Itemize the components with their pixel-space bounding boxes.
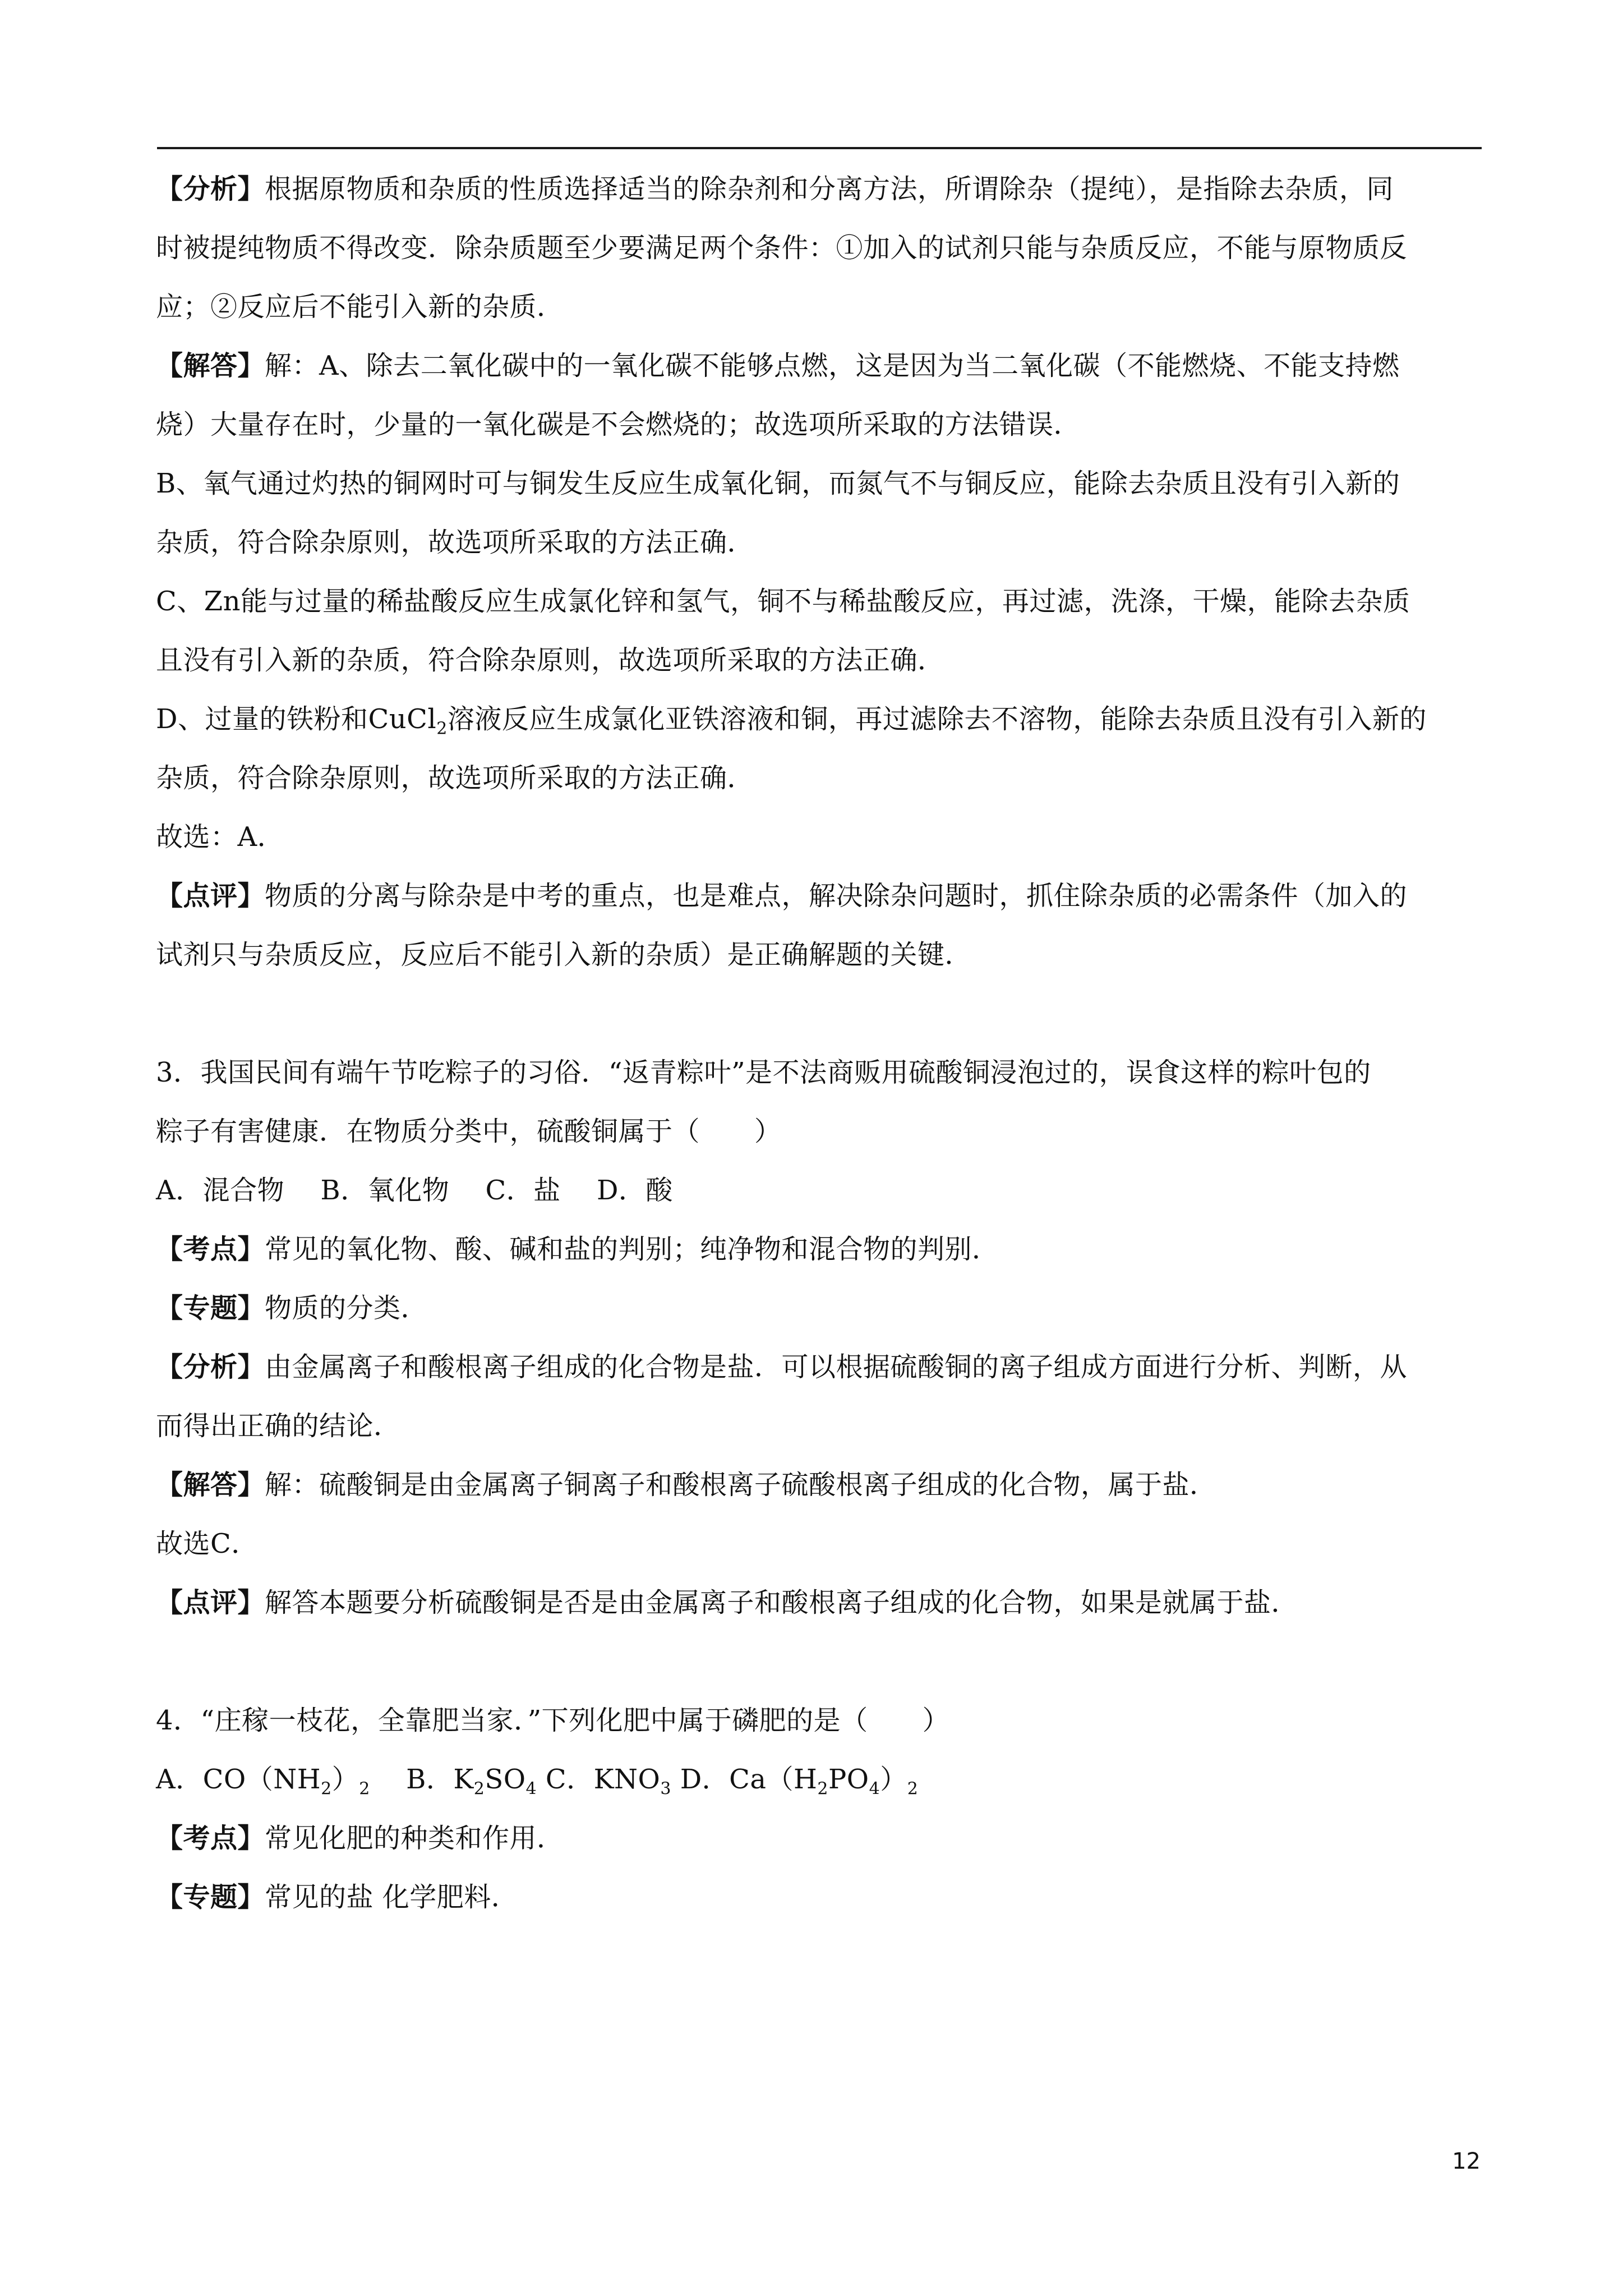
subscript: 2 bbox=[436, 719, 448, 739]
spacer bbox=[156, 1632, 1482, 1691]
comment-paragraph bbox=[156, 867, 1482, 926]
answer-paragraph bbox=[156, 337, 1482, 395]
answer-d-text: 溶液反应生成氯化亚铁溶液和铜，再过滤除去不溶物，能除去杂质且没有引入新的 bbox=[447, 703, 1427, 735]
answer-choice: 故选：A． bbox=[156, 821, 285, 853]
zhuanti-paragraph bbox=[156, 1279, 1482, 1338]
option-d: PO bbox=[828, 1764, 869, 1795]
answer-paragraph bbox=[156, 1456, 1482, 1515]
spacer bbox=[156, 984, 1482, 1043]
answer-d-text: D、过量的铁粉和CuCl bbox=[156, 703, 437, 735]
answer-text: 且没有引入新的杂质，符合除杂原则，故选项所采取的方法正确． bbox=[156, 645, 945, 676]
analysis-text: 而得出正确的结论． bbox=[156, 1410, 401, 1442]
analysis-paragraph bbox=[156, 160, 1482, 219]
comment-paragraph bbox=[156, 1573, 1482, 1632]
subscript: 3 bbox=[660, 1779, 671, 1799]
subscript: 2 bbox=[321, 1779, 332, 1799]
subscript: 4 bbox=[869, 1779, 880, 1799]
analysis-text: 应；②反应后不能引入新的杂质． bbox=[156, 291, 564, 323]
answer-tag: 【解答】 bbox=[156, 350, 265, 381]
analysis-text: 由金属离子和酸根离子组成的化合物是盐．可以根据硫酸铜的离子组成方面进行分析、判断，从 bbox=[265, 1351, 1408, 1383]
option-c: C．KNO bbox=[537, 1764, 661, 1795]
question-options bbox=[156, 1750, 1482, 1809]
option-a: A．CO（NH bbox=[156, 1764, 321, 1795]
kaodian-tag: 【考点】 bbox=[156, 1234, 265, 1265]
page-content bbox=[156, 160, 1482, 1927]
answer-tag: 【解答】 bbox=[156, 1469, 265, 1501]
comment-text: 解答本题要分析硫酸铜是否是由金属离子和酸根离子组成的化合物，如果是就属于盐． bbox=[265, 1587, 1299, 1618]
answer-text: 解：硫酸铜是由金属离子铜离子和酸根离子硫酸根离子组成的化合物，属于盐． bbox=[265, 1469, 1217, 1501]
option-b: SO bbox=[485, 1764, 526, 1795]
kaodian-text: 常见化肥的种类和作用． bbox=[265, 1823, 564, 1854]
analysis-tag: 【分析】 bbox=[156, 1351, 265, 1383]
answer-text: 杂质，符合除杂原则，故选项所采取的方法正确． bbox=[156, 527, 755, 558]
answer-text: 杂质，符合除杂原则，故选项所采取的方法正确． bbox=[156, 762, 755, 794]
kaodian-tag: 【考点】 bbox=[156, 1823, 265, 1854]
subscript: 2 bbox=[359, 1779, 370, 1799]
comment-tag: 【点评】 bbox=[156, 1587, 265, 1618]
analysis-tag: 【分析】 bbox=[156, 173, 265, 205]
zhuanti-tag: 【专题】 bbox=[156, 1292, 265, 1324]
page-number: 12 bbox=[1452, 2148, 1481, 2174]
option-a: ） bbox=[331, 1764, 359, 1795]
answer-choice: 故选C． bbox=[156, 1528, 259, 1559]
subscript: 4 bbox=[525, 1779, 537, 1799]
analysis-text: 时被提纯物质不得改变．除杂质题至少要满足两个条件：①加入的试剂只能与杂质反应，不能与原物质反 bbox=[156, 232, 1408, 264]
comment-text: 物质的分离与除杂是中考的重点，也是难点，解决除杂问题时，抓住除杂质的必需条件（加入的 bbox=[265, 880, 1408, 912]
analysis-paragraph bbox=[156, 1338, 1482, 1397]
comment-text: 试剂只与杂质反应，反应后不能引入新的杂质）是正确解题的关键． bbox=[156, 939, 972, 970]
question-stem: 粽子有害健康．在物质分类中，硫酸铜属于（ ） bbox=[156, 1116, 782, 1147]
header-rule bbox=[157, 147, 1482, 149]
kaodian-paragraph bbox=[156, 1220, 1482, 1279]
option-d: ） bbox=[880, 1764, 907, 1795]
zhuanti-tag: 【专题】 bbox=[156, 1881, 265, 1913]
kaodian-paragraph bbox=[156, 1809, 1482, 1868]
subscript: 2 bbox=[907, 1779, 919, 1799]
answer-text-d bbox=[156, 690, 1482, 749]
answer-text: C、Zn能与过量的稀盐酸反应生成氯化锌和氢气，铜不与稀盐酸反应，再过滤，洗涤，干燥，能除去杂质 bbox=[156, 586, 1410, 617]
question-stem: 4．“庄稼一枝花，全靠肥当家．”下列化肥中属于磷肥的是（ ） bbox=[156, 1705, 950, 1736]
analysis-text: 根据原物质和杂质的性质选择适当的除杂剂和分离方法，所谓除杂（提纯），是指除去杂质，同 bbox=[265, 173, 1394, 205]
zhuanti-text: 常见的盐 化学肥料． bbox=[265, 1881, 519, 1913]
kaodian-text: 常见的氧化物、酸、碱和盐的判别；纯净物和混合物的判别． bbox=[265, 1234, 999, 1265]
option-b: B．K bbox=[370, 1764, 474, 1795]
comment-tag: 【点评】 bbox=[156, 880, 265, 912]
question-options: A．混合物 B．氧化物 C．盐 D．酸 bbox=[156, 1175, 673, 1206]
zhuanti-text: 物质的分类． bbox=[265, 1292, 428, 1324]
zhuanti-paragraph bbox=[156, 1868, 1482, 1927]
option-d: D．Ca（H bbox=[671, 1764, 818, 1795]
subscript: 2 bbox=[473, 1779, 485, 1799]
answer-text: 烧）大量存在时，少量的一氧化碳是不会燃烧的；故选项所采取的方法错误． bbox=[156, 409, 1081, 440]
answer-text: B、氧气通过灼热的铜网时可与铜发生反应生成氧化铜，而氮气不与铜反应，能除去杂质且没有引入新的 bbox=[156, 468, 1400, 499]
answer-text: 解：A、除去二氧化碳中的一氧化碳不能够点燃，这是因为当二氧化碳（不能燃烧、不能支持燃 bbox=[265, 350, 1400, 381]
subscript: 2 bbox=[817, 1779, 828, 1799]
question-stem: 3．我国民间有端午节吃粽子的习俗．“返青粽叶”是不法商贩用硫酸铜浸泡过的，误食这样的粽叶包的 bbox=[156, 1057, 1371, 1088]
